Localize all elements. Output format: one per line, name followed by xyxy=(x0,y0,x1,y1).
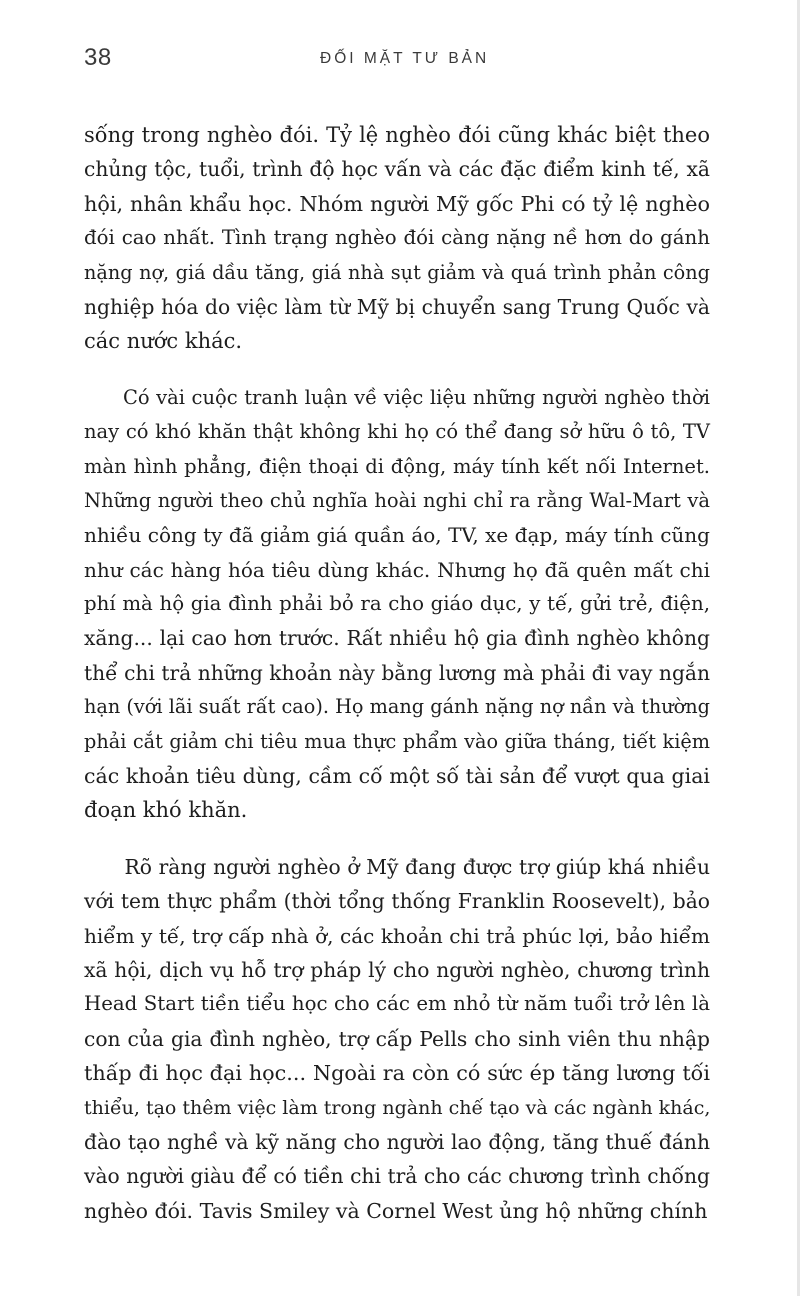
text-line: các khoản tiêu dùng, cầm cố một số tài sản để vượt qua giai xyxy=(84,764,710,789)
text-line: hội, nhân khẩu học. Nhóm người Mỹ gốc Phi có tỷ lệ nghèo xyxy=(84,191,710,216)
text-line: đào tạo nghề và kỹ năng cho người lao động, tăng thuế đánh xyxy=(84,1129,710,1154)
text-line: nghiệp hóa do việc làm từ Mỹ bị chuyển sang Trung Quốc và xyxy=(84,294,710,319)
text-line: Rõ ràng người nghèo ở Mỹ đang được trợ giúp khá nhiều xyxy=(84,854,710,879)
text-line: màn hình phẳng, điện thoại di động, máy tính kết nối Internet. xyxy=(84,454,710,478)
text-line: con của gia đình nghèo, trợ cấp Pells cho sinh viên thu nhập xyxy=(84,1026,710,1051)
text-line: thấp đi học đại học... Ngoài ra còn có sức ép tăng lương tối xyxy=(84,1061,710,1086)
text-line: nghèo đói. Tavis Smiley và Cornel West ủng hộ những chính xyxy=(84,1198,708,1223)
paragraph xyxy=(84,118,710,359)
text-line: đoạn khó khăn. xyxy=(84,798,248,823)
text-line: thiểu, tạo thêm việc làm trong ngành chế tạo và các ngành khác, xyxy=(84,1096,711,1119)
text-line: nặng nợ, giá dầu tăng, giá nhà sụt giảm và quá trình phản công xyxy=(84,260,710,284)
text-line: vào người giàu để có tiền chi trả cho các chương trình chống xyxy=(84,1164,710,1189)
text-line: như các hàng hóa tiêu dùng khác. Nhưng họ đã quên mất chi xyxy=(84,557,710,582)
text-line: hạn (với lãi suất rất cao). Họ mang gánh nặng nợ nần và thường xyxy=(84,695,710,719)
text-line: chủng tộc, tuổi, trình độ học vấn và các đặc điểm kinh tế, xã xyxy=(84,157,710,182)
text-line: Có vài cuộc tranh luận về việc liệu những người nghèo thời xyxy=(84,385,710,409)
text-line: xã hội, dịch vụ hỗ trợ pháp lý cho người nghèo, chương trình xyxy=(84,957,710,982)
text-line: các nước khác. xyxy=(84,329,243,354)
paragraph xyxy=(84,850,710,1228)
text-line: Head Start tiền tiểu học cho các em nhỏ từ năm tuổi trở lên là xyxy=(84,992,710,1016)
text-line: nhiều công ty đã giảm giá quần áo, TV, xe đạp, máy tính cũng xyxy=(84,523,710,548)
text-line: sống trong nghèo đói. Tỷ lệ nghèo đói cũng khác biệt theo xyxy=(84,123,710,147)
text-line: đói cao nhất. Tình trạng nghèo đói càng nặng nề hơn do gánh xyxy=(84,226,710,250)
text-line: phải cắt giảm chi tiêu mua thực phẩm vào giữa tháng, tiết kiệm xyxy=(84,729,710,753)
text-line: phí mà hộ gia đình phải bỏ ra cho giáo dục, y tế, gửi trẻ, điện, xyxy=(84,592,710,616)
body-text xyxy=(84,118,710,1250)
text-line: hiểm y tế, trợ cấp nhà ở, các khoản chi trả phúc lợi, bảo hiểm xyxy=(84,923,710,948)
text-line: với tem thực phẩm (thời tổng thống Franklin Roosevelt), bảo xyxy=(84,889,710,914)
paragraph xyxy=(84,381,710,828)
text-line: xăng... lại cao hơn trước. Rất nhiều hộ gia đình nghèo không xyxy=(84,626,710,651)
text-line: thể chi trả những khoản này bằng lương mà phải đi vay ngắn xyxy=(84,660,711,685)
page-header xyxy=(0,44,800,84)
page-number: 38 xyxy=(84,44,112,71)
running-title: ĐỐI MẶT TƯ BẢN xyxy=(320,50,490,67)
text-line: Những người theo chủ nghĩa hoài nghi chỉ ra rằng Wal-Mart và xyxy=(84,488,710,512)
text-line: nay có khó khăn thật không khi họ có thể đang sở hữu ô tô, TV xyxy=(84,420,710,444)
